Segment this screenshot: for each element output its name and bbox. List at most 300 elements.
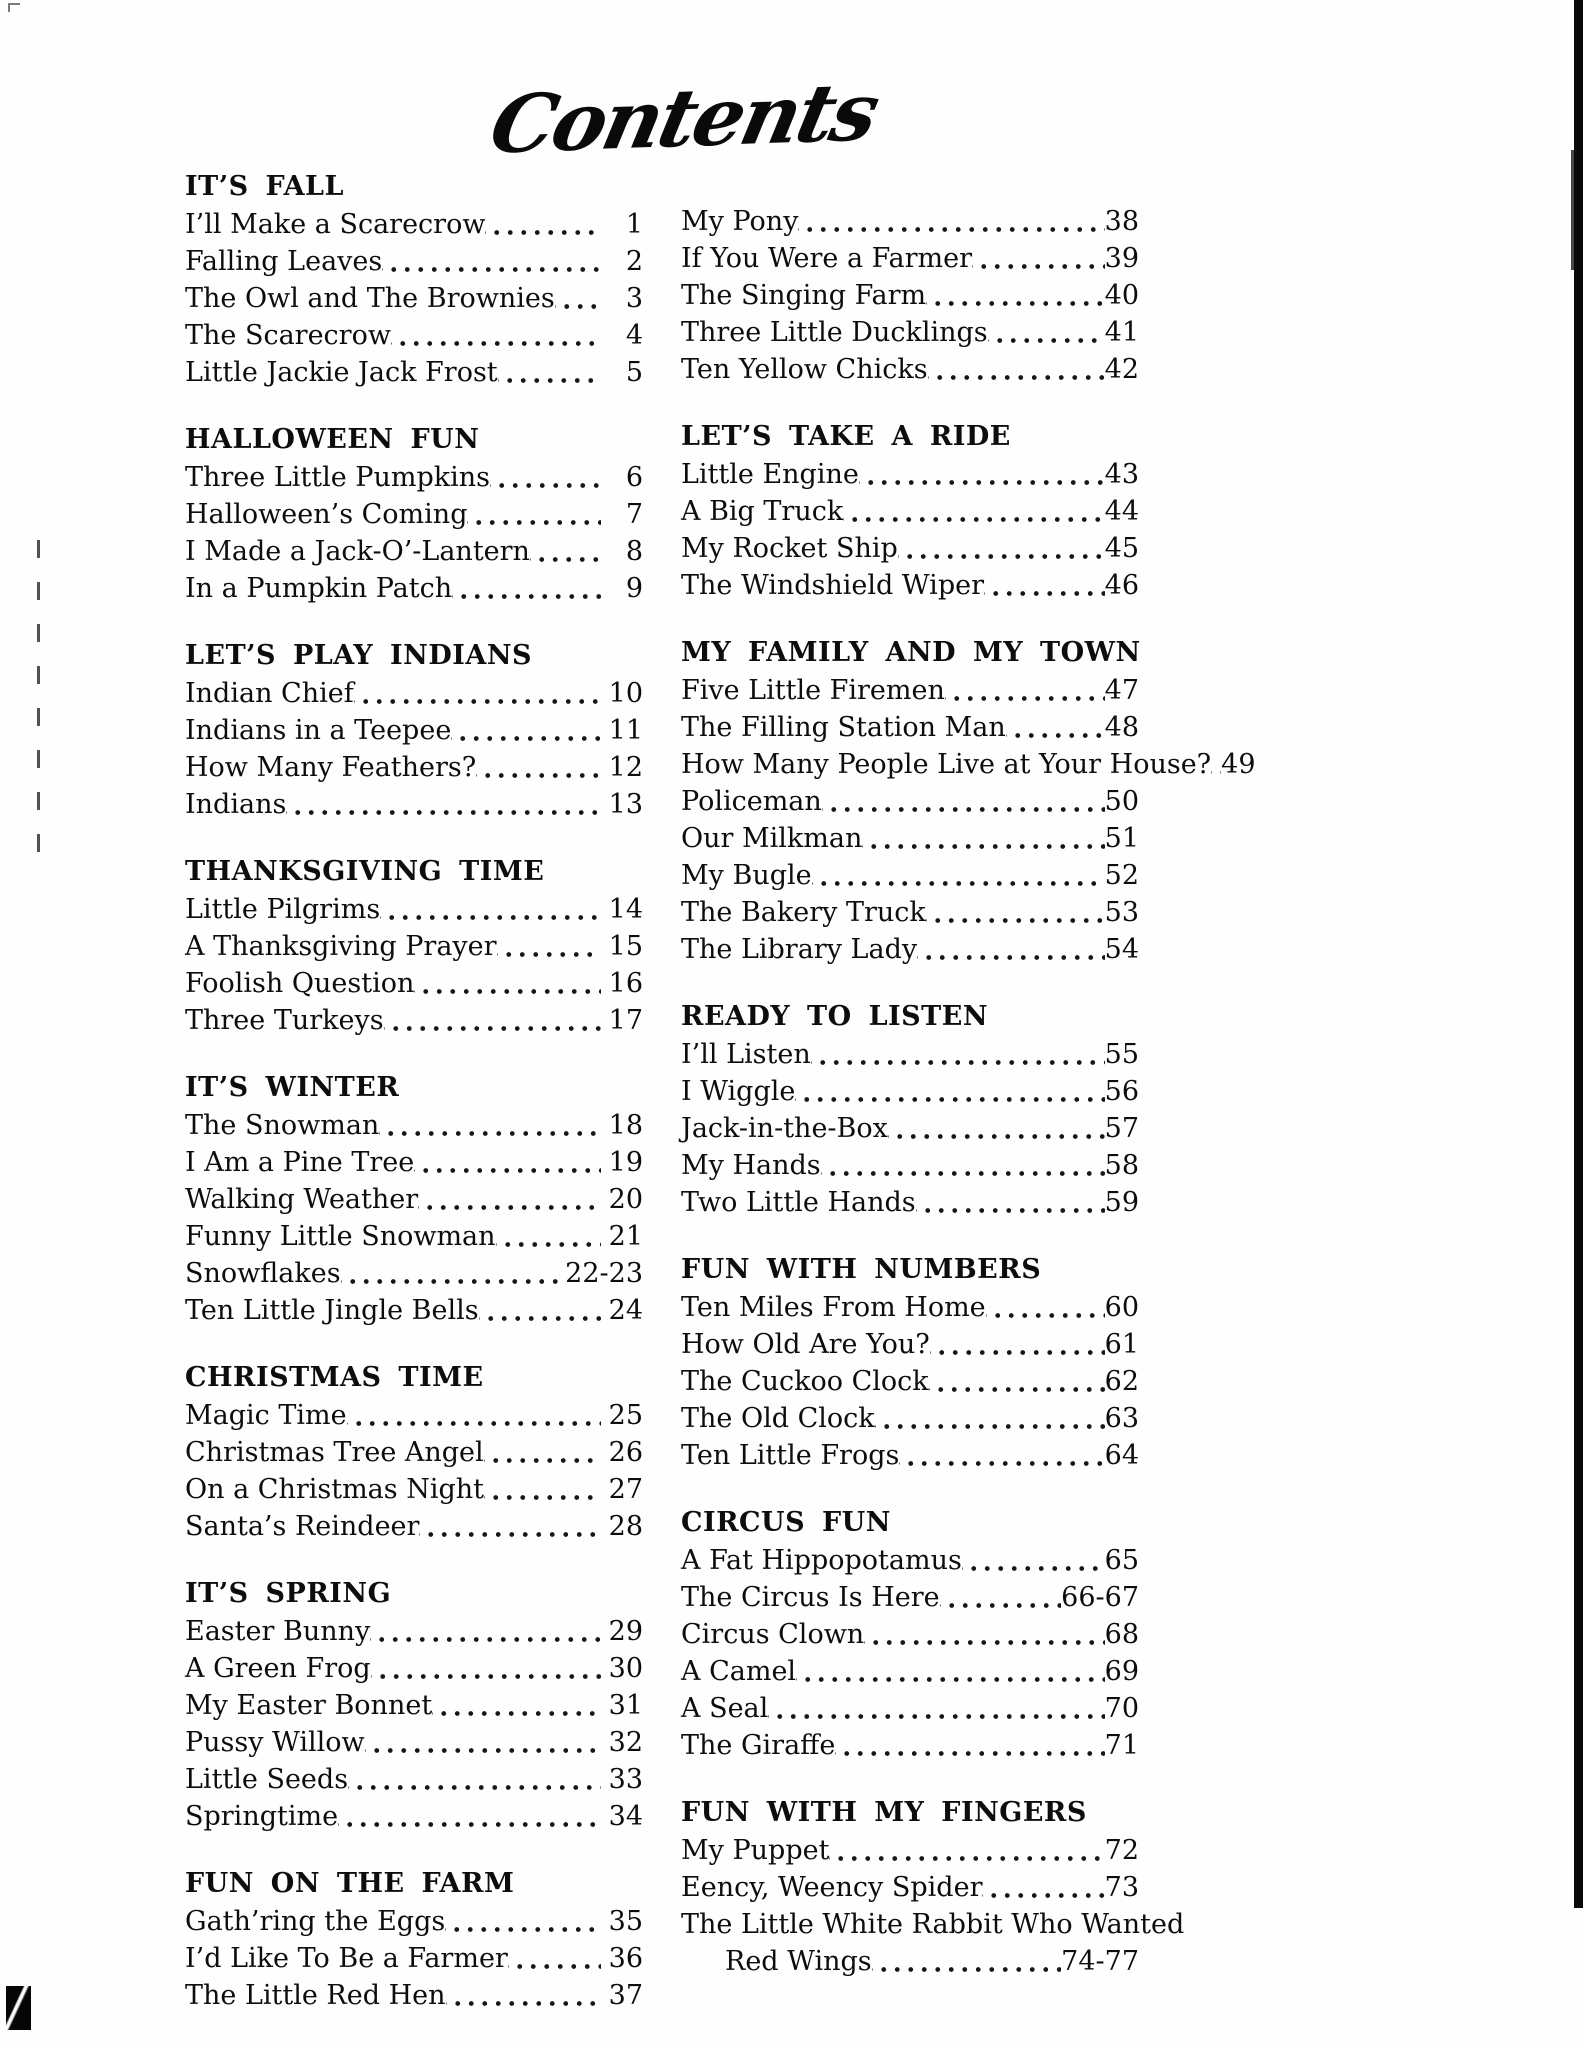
toc-entry <box>681 709 1139 746</box>
entry-page-number: 13 <box>608 789 643 820</box>
toc-entry <box>681 277 1139 314</box>
entry-title: On a Christmas Night <box>185 1474 485 1505</box>
entry-page-number: 33 <box>608 1764 643 1795</box>
dot-leader <box>928 351 1105 388</box>
dot-leader <box>498 354 601 391</box>
entry-title: Ten Miles From Home <box>681 1292 986 1323</box>
entry-title: A Thanksgiving Prayer <box>185 931 497 962</box>
dot-leader <box>380 891 601 928</box>
entry-title: My Hands <box>681 1150 821 1181</box>
entry-page-number: 21 <box>608 1221 643 1252</box>
entry-page-number: 54 <box>1104 934 1139 965</box>
toc-section <box>681 1251 1139 1474</box>
toc-section <box>681 634 1256 968</box>
toc-section <box>185 1865 643 2014</box>
entry-title: A Green Frog <box>185 1653 371 1684</box>
dot-leader <box>530 533 601 570</box>
section-header: LET’S TAKE A RIDE <box>681 421 1011 452</box>
dot-leader <box>347 1397 601 1434</box>
toc-entry <box>185 459 643 496</box>
dot-leader <box>1006 709 1105 746</box>
entry-page-number: 9 <box>625 573 643 604</box>
toc-section <box>185 168 643 391</box>
entry-title: My Easter Bonnet <box>185 1690 433 1721</box>
entry-title: The Giraffe <box>681 1730 836 1761</box>
toc-entry <box>681 1073 1139 1110</box>
dot-leader <box>945 672 1105 709</box>
entry-title: Pussy Willow <box>185 1727 365 1758</box>
entry-title: My Pony <box>681 206 799 237</box>
entry-page-number: 44 <box>1104 496 1139 527</box>
entry-title: Christmas Tree Angel <box>185 1437 484 1468</box>
entry-page-number: 43 <box>1104 459 1139 490</box>
entry-title: The Windshield Wiper <box>681 570 984 601</box>
dot-leader <box>497 928 601 965</box>
dot-leader <box>812 857 1105 894</box>
toc-entry <box>185 243 643 280</box>
toc-entry <box>681 1289 1139 1326</box>
dot-leader <box>843 493 1104 530</box>
dot-leader <box>354 675 601 712</box>
section-header: FUN WITH NUMBERS <box>681 1254 1042 1285</box>
entry-title: The Little White Rabbit Who Wanted <box>681 1909 1185 1940</box>
toc-entry <box>681 1653 1139 1690</box>
dot-leader <box>940 1579 1062 1616</box>
dot-leader <box>917 931 1105 968</box>
entry-title: The Snowman <box>185 1110 380 1141</box>
entry-title: In a Pumpkin Patch <box>185 573 453 604</box>
dot-leader <box>485 206 601 243</box>
dot-leader <box>555 280 601 317</box>
entry-title: I’ll Listen <box>681 1039 811 1070</box>
entry-title: Three Turkeys <box>185 1005 384 1036</box>
dot-leader <box>768 1690 1104 1727</box>
entry-page-number: 64 <box>1104 1440 1139 1471</box>
toc-entry <box>185 1471 643 1508</box>
entry-title: Circus Clown <box>681 1619 865 1650</box>
entry-page-number: 25 <box>608 1400 643 1431</box>
dot-leader <box>899 1437 1104 1474</box>
section-entries <box>681 1289 1139 1474</box>
toc-entry <box>185 1218 643 1255</box>
dot-leader <box>930 1326 1105 1363</box>
entry-page-number: 5 <box>625 357 643 388</box>
dot-leader <box>414 1144 601 1181</box>
toc-entry <box>185 354 643 391</box>
entry-title: Walking Weather <box>185 1184 419 1215</box>
dot-leader <box>916 1184 1105 1221</box>
section-header: FUN ON THE FARM <box>185 1868 515 1899</box>
entry-page-number: 11 <box>608 715 643 746</box>
toc-entry <box>681 1727 1139 1764</box>
dot-leader <box>888 1110 1105 1147</box>
entry-page-number: 32 <box>608 1727 643 1758</box>
toc-entry <box>681 1832 1139 1869</box>
dot-leader <box>445 1903 601 1940</box>
entry-title: A Seal <box>681 1693 769 1724</box>
entry-title: A Big Truck <box>681 496 844 527</box>
dot-leader <box>829 1832 1104 1869</box>
entry-title: The Scarecrow <box>185 320 391 351</box>
dot-leader <box>1211 746 1221 783</box>
toc-entry <box>681 1184 1139 1221</box>
entry-title: The Old Clock <box>681 1403 875 1434</box>
entry-page-number: 65 <box>1104 1545 1139 1576</box>
entry-title: Foolish Question <box>185 968 415 999</box>
dot-leader <box>418 1181 601 1218</box>
toc-entry <box>185 1613 643 1650</box>
page-title: Contents <box>482 64 885 172</box>
toc-entry <box>185 206 643 243</box>
entry-page-number: 15 <box>608 931 643 962</box>
dot-leader <box>446 1977 601 2014</box>
toc-entry <box>681 203 1139 240</box>
section-header: IT’S FALL <box>185 171 345 202</box>
toc-entry <box>185 928 643 965</box>
toc-entry <box>185 317 643 354</box>
toc-section <box>681 1794 1185 1980</box>
entry-page-number: 72 <box>1104 1835 1139 1866</box>
dot-leader <box>926 894 1105 931</box>
toc-entry <box>185 1002 643 1039</box>
section-entries <box>681 1542 1139 1764</box>
dot-leader <box>484 1434 601 1471</box>
entry-title: Halloween’s Coming <box>185 499 468 530</box>
entry-page-number: 41 <box>1104 317 1139 348</box>
toc-entry <box>681 746 1256 783</box>
section-entries <box>681 456 1139 604</box>
toc-entry <box>681 1400 1139 1437</box>
dot-leader <box>384 1002 601 1039</box>
section-header: FUN WITH MY FINGERS <box>681 1797 1087 1828</box>
entry-page-number: 57 <box>1104 1113 1139 1144</box>
section-entries <box>185 1903 643 2014</box>
entry-title: I Wiggle <box>681 1076 796 1107</box>
entry-title: I Am a Pine Tree <box>185 1147 415 1178</box>
entry-title: Three Little Pumpkins <box>185 462 490 493</box>
entry-page-number: 39 <box>1104 243 1139 274</box>
section-entries <box>185 1107 643 1329</box>
toc-entry <box>185 1397 643 1434</box>
section-header: IT’S SPRING <box>185 1578 392 1609</box>
dot-leader <box>365 1724 601 1761</box>
dot-leader <box>835 1727 1104 1764</box>
dot-leader <box>508 1940 601 1977</box>
dot-leader <box>821 1147 1105 1184</box>
contents-left-column <box>185 168 643 2044</box>
contents-right-column <box>681 166 1256 2010</box>
entry-page-number: 20 <box>608 1184 643 1215</box>
entry-title: Indians <box>185 789 287 820</box>
dot-leader <box>872 1943 1062 1980</box>
entry-page-number: 2 <box>625 246 643 277</box>
toc-entry <box>681 1147 1139 1184</box>
toc-entry <box>185 496 643 533</box>
section-entries <box>681 672 1256 968</box>
entry-page-number: 48 <box>1104 712 1139 743</box>
section-entries <box>185 459 643 607</box>
toc-entry <box>185 1144 643 1181</box>
dot-leader <box>798 203 1104 240</box>
section-header: MY FAMILY AND MY TOWN <box>681 637 1141 668</box>
entry-page-number: 35 <box>608 1906 643 1937</box>
dot-leader <box>490 459 601 496</box>
section-header: IT’S WINTER <box>185 1072 400 1103</box>
toc-section <box>681 998 1139 1221</box>
toc-section <box>681 203 1139 388</box>
entry-page-number: 55 <box>1104 1039 1139 1070</box>
entry-page-number: 37 <box>608 1980 643 2011</box>
entry-title: The Bakery Truck <box>681 897 926 928</box>
entry-page-number: 73 <box>1104 1872 1139 1903</box>
dot-leader <box>859 456 1105 493</box>
toc-entry <box>681 857 1139 894</box>
entry-page-number: 58 <box>1104 1150 1139 1181</box>
toc-entry <box>681 1036 1139 1073</box>
entry-title: The Circus Is Here <box>681 1582 940 1613</box>
entry-page-number: 4 <box>625 320 643 351</box>
entry-page-number: 28 <box>608 1511 643 1542</box>
entry-title: Ten Yellow Chicks <box>681 354 928 385</box>
dot-leader <box>864 1616 1104 1653</box>
entry-page-number: 66-67 <box>1061 1582 1139 1613</box>
toc-entry <box>185 1508 643 1545</box>
toc-entry <box>681 672 1139 709</box>
dot-leader <box>862 820 1104 857</box>
entry-page-number: 19 <box>608 1147 643 1178</box>
entry-title: Easter Bunny <box>185 1616 371 1647</box>
toc-entry <box>681 1869 1139 1906</box>
toc-entry <box>185 1255 643 1292</box>
entry-title: The Filling Station Man <box>681 712 1006 743</box>
entry-page-number: 59 <box>1104 1187 1139 1218</box>
toc-section <box>681 1504 1139 1764</box>
section-entries <box>185 1613 643 1835</box>
toc-entry <box>185 1434 643 1471</box>
dot-leader <box>972 240 1105 277</box>
entry-title: If You Were a Farmer <box>681 243 973 274</box>
entry-page-number: 14 <box>608 894 643 925</box>
dot-leader <box>414 965 601 1002</box>
toc-entry <box>681 567 1139 604</box>
toc-section <box>185 1069 643 1329</box>
entry-page-number: 31 <box>608 1690 643 1721</box>
section-entries <box>681 203 1139 388</box>
entry-page-number: 40 <box>1104 280 1139 311</box>
entry-title: A Camel <box>681 1656 797 1687</box>
entry-page-number: 60 <box>1104 1292 1139 1323</box>
entry-title: Little Jackie Jack Frost <box>185 357 498 388</box>
entry-title: Jack-in-the-Box <box>681 1113 888 1144</box>
section-header: LET’S PLAY INDIANS <box>185 640 532 671</box>
toc-entry <box>681 493 1139 530</box>
toc-entry <box>185 280 643 317</box>
dot-leader <box>898 530 1105 567</box>
dot-leader <box>341 1255 566 1292</box>
toc-entry <box>681 1363 1139 1400</box>
dot-leader <box>496 1218 601 1255</box>
entry-title: The Little Red Hen <box>185 1980 446 2011</box>
entry-title: Little Engine <box>681 459 859 490</box>
entry-title: Ten Little Frogs <box>681 1440 900 1471</box>
entry-page-number: 3 <box>625 283 643 314</box>
entry-title: How Many People Live at Your House? <box>681 749 1212 780</box>
entry-page-number: 71 <box>1104 1730 1139 1761</box>
entry-page-number: 49 <box>1221 749 1256 780</box>
entry-page-number: 7 <box>625 499 643 530</box>
toc-entry <box>681 240 1139 277</box>
entry-title: Eency, Weency Spider <box>681 1872 983 1903</box>
entry-title: Policeman <box>681 786 822 817</box>
toc-entry <box>681 820 1139 857</box>
section-header: CHRISTMAS TIME <box>185 1362 484 1393</box>
toc-entry <box>681 783 1139 820</box>
toc-entry <box>681 351 1139 388</box>
section-entries <box>185 675 643 823</box>
toc-entry <box>681 1437 1139 1474</box>
entry-title: The Singing Farm <box>681 280 927 311</box>
toc-entry <box>185 712 643 749</box>
entry-title: Red Wings <box>725 1946 872 1977</box>
entry-page-number: 47 <box>1104 675 1139 706</box>
dot-leader <box>986 1289 1105 1326</box>
section-entries <box>681 1832 1185 1980</box>
section-entries <box>681 1036 1139 1221</box>
toc-entry <box>681 931 1139 968</box>
toc-entry <box>681 894 1139 931</box>
entry-page-number: 26 <box>608 1437 643 1468</box>
scan-artifact-left-dashes <box>37 540 40 865</box>
toc-section <box>185 637 643 823</box>
dot-leader <box>926 277 1104 314</box>
dot-leader <box>476 749 601 786</box>
section-header: READY TO LISTEN <box>681 1001 989 1032</box>
dot-leader <box>451 712 601 749</box>
toc-entry <box>185 965 643 1002</box>
entry-page-number: 69 <box>1104 1656 1139 1687</box>
entry-title: Little Seeds <box>185 1764 349 1795</box>
toc-entry <box>185 570 643 607</box>
toc-section <box>185 421 643 607</box>
entry-page-number: 12 <box>608 752 643 783</box>
toc-entry <box>681 1579 1139 1616</box>
entry-title: Our Milkman <box>681 823 863 854</box>
entry-title: Springtime <box>185 1801 339 1832</box>
entry-page-number: 34 <box>608 1801 643 1832</box>
entry-title: Santa’s Reindeer <box>185 1511 420 1542</box>
entry-title: A Fat Hippopotamus <box>681 1545 962 1576</box>
entry-title: My Rocket Ship <box>681 533 898 564</box>
section-header: CIRCUS FUN <box>681 1507 891 1538</box>
entry-page-number: 24 <box>608 1295 643 1326</box>
toc-entry <box>185 1650 643 1687</box>
entry-title: Ten Little Jingle Bells <box>185 1295 479 1326</box>
scan-artifact-right-edge <box>1574 0 1583 1908</box>
section-entries <box>185 1397 643 1545</box>
entry-title: How Many Feathers? <box>185 752 477 783</box>
toc-entry <box>185 1977 643 2014</box>
dot-leader <box>875 1400 1105 1437</box>
entry-page-number: 18 <box>608 1110 643 1141</box>
entry-title: The Cuckoo Clock <box>681 1366 929 1397</box>
entry-page-number: 52 <box>1104 860 1139 891</box>
toc-entry <box>681 314 1139 351</box>
entry-page-number: 36 <box>608 1943 643 1974</box>
scan-artifact-top-left-mark <box>8 3 20 12</box>
entry-page-number: 22-23 <box>565 1258 643 1289</box>
section-header: HALLOWEEN FUN <box>185 424 480 455</box>
entry-page-number: 62 <box>1104 1366 1139 1397</box>
toc-section <box>185 853 643 1039</box>
toc-entry <box>185 675 643 712</box>
entry-title: Indians in a Teepee <box>185 715 452 746</box>
scan-artifact-corner-blob <box>6 1986 31 2030</box>
toc-entry <box>185 891 643 928</box>
dot-leader <box>811 1036 1105 1073</box>
entry-page-number: 27 <box>608 1474 643 1505</box>
toc-section <box>185 1359 643 1545</box>
toc-entry <box>185 1181 643 1218</box>
dot-leader <box>929 1363 1105 1400</box>
entry-page-number: 29 <box>608 1616 643 1647</box>
entry-page-number: 10 <box>608 678 643 709</box>
toc-entry <box>681 1326 1139 1363</box>
entry-page-number: 6 <box>625 462 643 493</box>
dot-leader <box>379 1107 601 1144</box>
toc-entry <box>185 1292 643 1329</box>
section-entries <box>185 206 643 391</box>
entry-page-number: 42 <box>1104 354 1139 385</box>
toc-entry <box>185 1687 643 1724</box>
dot-leader <box>479 1292 601 1329</box>
toc-section <box>681 418 1139 604</box>
entry-title: Snowflakes <box>185 1258 341 1289</box>
section-header: THANKSGIVING TIME <box>185 856 545 887</box>
toc-entry <box>185 1107 643 1144</box>
entry-title: Gath’ring the Eggs <box>185 1906 446 1937</box>
toc-entry <box>681 1690 1139 1727</box>
section-entries <box>185 891 643 1039</box>
toc-entry <box>185 786 643 823</box>
dot-leader <box>286 786 601 823</box>
entry-page-number: 38 <box>1104 206 1139 237</box>
toc-entry <box>185 1761 643 1798</box>
entry-title: Funny Little Snowman <box>185 1221 496 1252</box>
entry-title: Falling Leaves <box>185 246 383 277</box>
entry-page-number: 8 <box>625 536 643 567</box>
dot-leader <box>338 1798 601 1835</box>
dot-leader <box>391 317 601 354</box>
toc-entry <box>681 456 1139 493</box>
entry-page-number: 45 <box>1104 533 1139 564</box>
entry-title: Little Pilgrims <box>185 894 381 925</box>
entry-page-number: 46 <box>1104 570 1139 601</box>
entry-title: I Made a Jack-O’-Lantern <box>185 536 530 567</box>
toc-entry <box>681 1542 1139 1579</box>
toc-entry <box>185 533 643 570</box>
dot-leader <box>452 570 601 607</box>
entry-page-number: 56 <box>1104 1076 1139 1107</box>
entry-page-number: 53 <box>1104 897 1139 928</box>
dot-leader <box>984 567 1105 604</box>
entry-page-number: 16 <box>608 968 643 999</box>
entry-title: My Puppet <box>681 1835 830 1866</box>
toc-entry <box>681 530 1139 567</box>
entry-page-number: 74-77 <box>1061 1946 1139 1977</box>
entry-page-number: 70 <box>1104 1693 1139 1724</box>
entry-page-number: 1 <box>625 209 643 240</box>
dot-leader <box>822 783 1105 820</box>
